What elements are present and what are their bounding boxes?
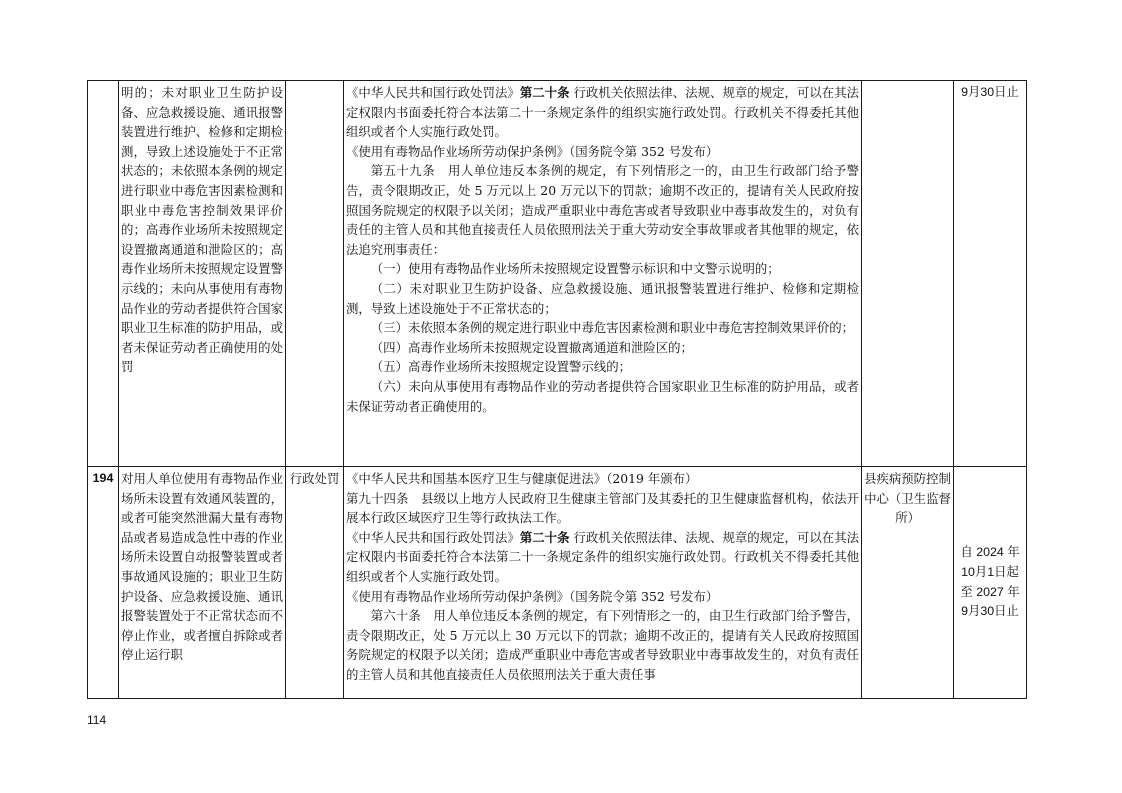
basis-paragraph: （一）使用有毒物品作业场所未按照规定设置警示标识和中文警示说明的； [370,261,780,277]
basis-paragraph: 《中华人民共和国基本医疗卫生与健康促进法》（2019 年颁布） [346,471,698,486]
item-description: 明的；未对职业卫生防护设备、应急救援设施、通讯报警装置进行维护、检修和定期检测，导致上述设施处于不正常状态的；未依照本条例的规定进行职业中毒危害因素检测和职业中毒危害控制效果评价的；高毒作业场所未按照规定设置撤离通道和泄险区的；高毒作业场所未按照规定设置警示线的；未向从事使用有毒物品作业的劳动者提供符合国家职业卫生标准的防护用品，或者未保证劳动者正确使用的处罚 [119,81,286,467]
table-row-194 [88,467,1027,699]
item-description: 对用人单位使用有毒物品作业场所未设置有效通风装置的，或者可能突然泄漏大量有毒物品或者易造成急性中毒的作业场所未设置自动报警装置或者事故通风设施的；职业卫生防护设备、应急救援设施、通讯报警装置处于不正常状态而不停止作业，或者擅自拆除或者停止运行职 [119,467,286,699]
basis-paragraph: 《中华人民共和国行政处罚法》第二十条 行政机关依照法律、法规、规章的规定，可以在其法定权限内书面委托符合本法第二十一条规定条件的组织实施行政处罚。行政机关不得委托其他组织或者个人实施行政处罚。 [346,529,860,584]
basis-paragraph: （六）未向从事使用有毒物品作业的劳动者提供符合国家职业卫生标准的防护用品，或者未保证劳动者正确使用的。 [346,378,859,414]
basis-paragraph: 第六十条 用人单位违反本条例的规定，有下列情形之一的，由卫生行政部门给予警告，责令限期改正，处 5 万元以上 30 万元以下的罚款；逾期不改正的，提请有关人民政府按照国务院规定的权限予以关闭；造成严重职业中毒危害或者导致职业中毒事故发生的，对负有责任的主管人员和其他直接责任人员依照刑法关于重大责任事 [346,608,859,682]
page-number: 114 [87,713,107,727]
legal-basis [344,467,862,699]
item-category [286,81,344,467]
table-row-continued [88,81,1027,467]
basis-paragraph: 《使用有毒物品作业场所劳动保护条例》（国务院令第 352 号发布） [346,588,719,604]
basis-paragraph: （三）未依照本条例的规定进行职业中毒危害因素检测和职业中毒危害控制效果评价的； [370,320,855,336]
validity-period: 自 2024 年 10月1日起至 2027 年 9月30日止 [954,467,1027,699]
basis-paragraph: 《中华人民共和国行政处罚法》第二十条 行政机关依照法律、法规、规章的规定，可以在其法定权限内书面委托符合本法第二十一条规定条件的组织实施行政处罚。行政机关不得委托其他组织或者个人实施行政处罚。 [346,85,860,140]
authority-table [87,80,1027,699]
basis-paragraph: 第五十九条 用人单位违反本条例的规定，有下列情形之一的，由卫生行政部门给予警告，责令限期改正，处 5 万元以上 20 万元以下的罚款；逾期不改正的，提请有关人民政府按照国务院规定的权限予以关闭；造成严重职业中毒危害或者导致职业中毒事故发生的，对负有责任的主管人员和其他直接责任人员依照刑法关于重大劳动安全事故罪或者其他罪的规定，依法追究刑事责任： [346,163,859,257]
basis-paragraph: 《使用有毒物品作业场所劳动保护条例》（国务院令第 352 号发布） [346,143,719,159]
implementing-body: 县疾病预防控制中心（卫生监督所） [862,467,954,699]
basis-paragraph: （五）高毒作业场所未按照规定设置警示线的； [370,359,631,375]
row-number [88,81,119,467]
basis-paragraph: （二）未对职业卫生防护设备、应急救援设施、通讯报警装置进行维护、检修和定期检测，导致上述设施处于不正常状态的； [346,280,859,316]
implementing-body [862,81,954,467]
basis-paragraph: （四）高毒作业场所未按照规定设置撤离通道和泄险区的； [370,339,693,355]
validity-period: 9月30日止 [954,81,1027,467]
basis-paragraph: 第九十四条 县级以上地方人民政府卫生健康主管部门及其委托的卫生健康监督机构，依法开展本行政区域医疗卫生等行政执法工作。 [346,490,859,526]
legal-basis [344,81,862,467]
row-number: 194 [88,467,119,699]
item-category: 行政处罚 [286,467,344,699]
